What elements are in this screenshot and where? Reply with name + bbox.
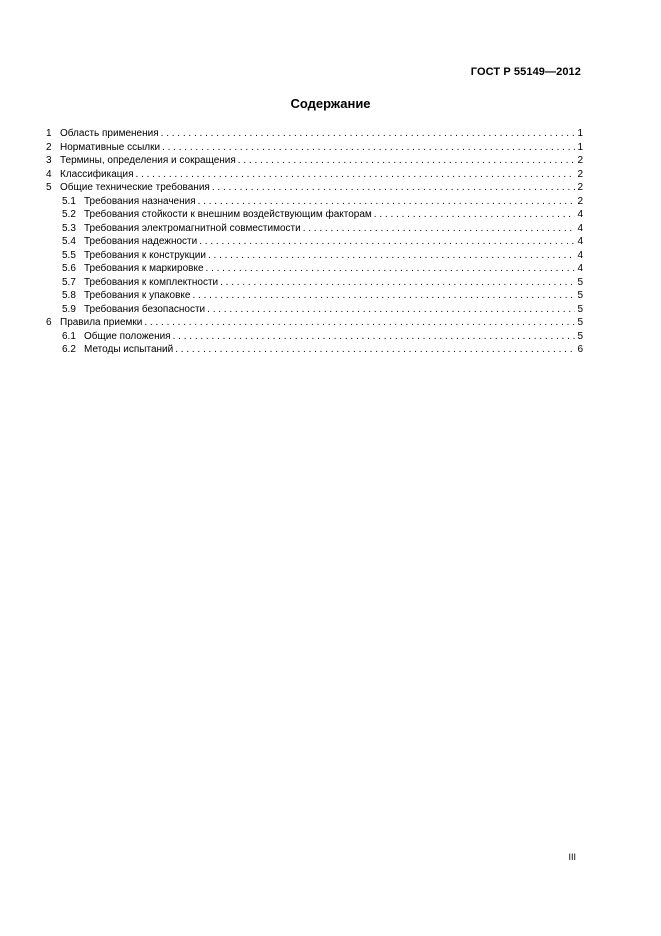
toc-entry-title: Классификация [60, 168, 134, 180]
toc-dot-leader [192, 289, 575, 303]
toc-entry[interactable] [46, 343, 583, 357]
toc-entry-title: Требования к комплектности [84, 276, 219, 288]
toc-entry-page: 1 [577, 141, 583, 153]
toc-entry-page: 2 [577, 182, 583, 193]
toc-dot-leader [144, 316, 575, 330]
toc-entry-number: 5.2 [62, 209, 76, 220]
toc-entry-page: 6 [577, 344, 583, 355]
toc-dot-leader [303, 222, 576, 236]
toc-dot-leader [238, 154, 576, 168]
toc-entry-title: Термины, определения и сокращения [60, 155, 236, 166]
toc-dot-leader [173, 330, 576, 344]
document-id: ГОСТ Р 55149—2012 [470, 66, 581, 78]
toc-entry-page: 2 [577, 195, 583, 207]
toc-entry-title: Общие технические требования [60, 182, 210, 193]
toc-entry[interactable] [46, 195, 583, 209]
toc-entry-page: 5 [577, 317, 583, 328]
toc-entry-page: 2 [577, 168, 583, 180]
toc-entry-title: Требования безопасности [84, 303, 206, 315]
toc-entry-number: 2 [46, 141, 52, 153]
toc-entry[interactable] [46, 154, 583, 168]
toc-entry-page: 4 [577, 209, 583, 220]
toc-dot-leader [161, 127, 576, 141]
page-number: III [568, 852, 576, 862]
toc-entry[interactable] [46, 168, 583, 182]
toc-entry-number: 5 [46, 182, 52, 193]
toc-dot-leader [212, 181, 576, 195]
toc-entry-page: 4 [577, 249, 583, 261]
toc-entry-number: 5.7 [62, 276, 76, 288]
toc-dot-leader [208, 249, 575, 263]
toc-dot-leader [136, 168, 576, 182]
toc-entry-number: 5.5 [62, 249, 76, 261]
toc-dot-leader [206, 262, 576, 276]
toc-entry-number: 3 [46, 155, 52, 166]
toc-entry-number: 1 [46, 128, 52, 139]
toc-entry[interactable] [46, 303, 583, 317]
toc-entry-title: Методы испытаний [84, 344, 174, 355]
toc-entry-title: Требования назначения [84, 195, 196, 207]
toc-dot-leader [175, 343, 575, 357]
toc-entry-title: Общие положения [84, 330, 171, 342]
toc-dot-leader [198, 195, 576, 209]
toc-entry-page: 5 [577, 303, 583, 315]
toc-entry-number: 5.9 [62, 303, 76, 315]
toc-entry[interactable] [46, 208, 583, 222]
toc-entry[interactable] [46, 249, 583, 263]
toc-entry-number: 6.1 [62, 330, 76, 342]
toc-entry-number: 5.4 [62, 236, 76, 247]
toc-entry-title: Правила приемки [60, 317, 143, 328]
toc-dot-leader [199, 235, 575, 249]
toc-entry-page: 2 [577, 155, 583, 166]
toc-entry-title: Требования к упаковке [84, 290, 191, 301]
toc-entry-page: 5 [577, 276, 583, 288]
toc-dot-leader [374, 208, 576, 222]
toc-entry-number: 5.8 [62, 290, 76, 301]
toc-title: Содержание [290, 96, 371, 111]
toc-entry[interactable] [46, 235, 583, 249]
toc-entry[interactable] [46, 141, 583, 155]
toc-entry-title: Требования стойкости к внешним воздействующим факторам [84, 209, 372, 220]
toc-entry[interactable] [46, 276, 583, 290]
toc-entry-title: Требования к конструкции [84, 249, 206, 261]
toc-entry[interactable] [46, 222, 583, 236]
toc-entry-number: 4 [46, 168, 52, 180]
toc-entry-number: 5.6 [62, 263, 76, 274]
toc-entry[interactable] [46, 289, 583, 303]
toc-entry-title: Требования электромагнитной совместимости [84, 222, 301, 234]
toc-entry[interactable] [46, 330, 583, 344]
toc-dot-leader [220, 276, 575, 290]
toc-entry-title: Нормативные ссылки [60, 141, 161, 153]
toc-entry-page: 5 [577, 330, 583, 342]
toc-entry[interactable] [46, 262, 583, 276]
toc-entry-page: 4 [577, 222, 583, 234]
toc-entry[interactable] [46, 127, 583, 141]
toc-dot-leader [207, 303, 575, 317]
toc-entry[interactable] [46, 316, 583, 330]
toc-entry-page: 1 [577, 128, 583, 139]
toc-dot-leader [162, 141, 575, 155]
toc-entry-title: Область применения [60, 128, 159, 139]
toc-entry-number: 5.3 [62, 222, 76, 234]
toc-entry-number: 5.1 [62, 195, 76, 207]
toc-entry-page: 4 [577, 236, 583, 247]
toc-entry-title: Требования надежности [84, 236, 198, 247]
table-of-contents [46, 127, 583, 357]
toc-entry-title: Требования к маркировке [84, 263, 204, 274]
toc-entry-number: 6.2 [62, 344, 76, 355]
toc-entry-page: 4 [577, 263, 583, 274]
toc-entry-page: 5 [577, 290, 583, 301]
toc-entry[interactable] [46, 181, 583, 195]
toc-entry-number: 6 [46, 317, 52, 328]
